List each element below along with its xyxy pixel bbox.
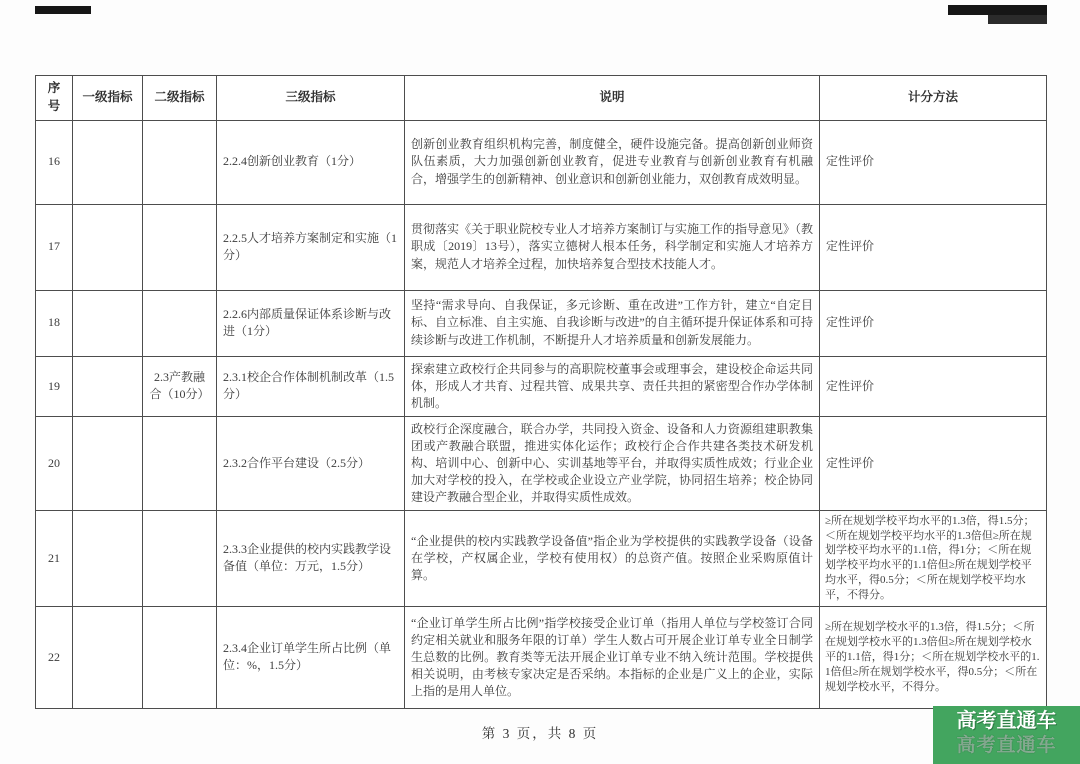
- cell-desc: 贯彻落实《关于职业院校专业人才培养方案制订与实施工作的指导意见》（教职成〔2019〕13号），落实立德树人根本任务，科学制定和实施人才培养方案，规范人才培养全过程，加快培养复合型技术技能人才。: [405, 204, 820, 290]
- cell-method: ≥所在规划学校平均水平的1.3倍，得1.5分；＜所在规划学校平均水平的1.3倍但≥所在规划学校平均水平的1.1倍，得1分；＜所在规划学校平均水平的1.1倍但≥所在规划学校平均水平，得0.5分；＜所在规划学校平均水平，不得分。: [820, 510, 1047, 606]
- cell-seq: 18: [36, 290, 73, 356]
- cell-level1: [73, 510, 143, 606]
- cell-desc: 政校行企深度融合，联合办学，共同投入资金、设备和人力资源组建职教集团或产教融合联盟，推进实体化运作；政校行企合作共建各类技术研发机构、培训中心、创新中心、实训基地等平台，并取得实质性成效；行业企业加大对学校的投入，在学校或企业设立产业学院，协同招生培养；校企协同建设产教融合型企业，并取得实质性成效。: [405, 416, 820, 510]
- cell-level1: [73, 356, 143, 416]
- cell-level3: 2.2.4创新创业教育（1分）: [217, 120, 405, 204]
- cell-level2: [143, 606, 217, 708]
- watermark-text: 高考直通车: [956, 710, 1057, 732]
- cell-method: 定性评价: [820, 204, 1047, 290]
- col-header-desc: 说明: [405, 76, 820, 121]
- col-header-method: 计分方法: [820, 76, 1047, 121]
- col-header-level3: 三级指标: [217, 76, 405, 121]
- cell-seq: 19: [36, 356, 73, 416]
- cell-level3: 2.3.3企业提供的校内实践教学设备值（单位：万元，1.5分）: [217, 510, 405, 606]
- cell-level3: 2.3.2合作平台建设（2.5分）: [217, 416, 405, 510]
- cell-method: 定性评价: [820, 356, 1047, 416]
- cell-level1: [73, 204, 143, 290]
- cell-seq: 16: [36, 120, 73, 204]
- cell-level2: [143, 120, 217, 204]
- cell-level1: [73, 290, 143, 356]
- watermark-text-ghost: 高考直通车: [956, 735, 1057, 756]
- cell-desc: 创新创业教育组织机构完善，制度健全，硬件设施完备。提高创新创业师资队伍素质，大力加强创新创业教育，促进专业教育与创新创业教育有机融合，增强学生的创新精神、创业意识和创新创业能力，双创教育成效明显。: [405, 120, 820, 204]
- cutoff-bar-top-right: [948, 5, 1047, 15]
- cell-desc: “企业订单学生所占比例”指学校接受企业订单（指用人单位与学校签订合同约定相关就业和服务年限的订单）学生人数占可开展企业订单专业全日制学生总数的比例。教育类等无法开展企业订单专业不纳入统计范围。学校提供相关说明，由考核专家决定是否采纳。本指标的企业是广义上的企业，实际上指的是用人单位。: [405, 606, 820, 708]
- table-row: [36, 606, 1047, 708]
- cell-method: 定性评价: [820, 290, 1047, 356]
- watermark-badge: [933, 706, 1080, 764]
- cell-desc: “企业提供的校内实践教学设备值”指企业为学校提供的实践教学设备（设备在学校，产权属企业，学校有使用权）的总资产值。按照企业采购原值计算。: [405, 510, 820, 606]
- cell-level1: [73, 120, 143, 204]
- table-row: [36, 510, 1047, 606]
- table-header-row: [36, 76, 1047, 121]
- cell-seq: 21: [36, 510, 73, 606]
- cell-level1: [73, 416, 143, 510]
- cell-level2: [143, 510, 217, 606]
- cell-level2: [143, 416, 217, 510]
- col-header-level1: 一级指标: [73, 76, 143, 121]
- cell-level2: 2.3产教融合（10分）: [143, 356, 217, 416]
- cell-method: 定性评价: [820, 120, 1047, 204]
- cell-level2: [143, 290, 217, 356]
- cell-level3: 2.3.4企业订单学生所占比例（单位：%，1.5分）: [217, 606, 405, 708]
- cell-level3: 2.2.6内部质量保证体系诊断与改进（1分）: [217, 290, 405, 356]
- table-row: [36, 204, 1047, 290]
- evaluation-criteria-table: [35, 75, 1047, 709]
- cell-seq: 20: [36, 416, 73, 510]
- col-header-seq: 序号: [36, 76, 73, 121]
- cell-level2: [143, 204, 217, 290]
- table-row: [36, 416, 1047, 510]
- table-row: [36, 356, 1047, 416]
- table-row: [36, 290, 1047, 356]
- page-number: 第 3 页，共 8 页: [481, 726, 599, 741]
- col-header-level2: 二级指标: [143, 76, 217, 121]
- cell-seq: 17: [36, 204, 73, 290]
- cell-method: ≥所在规划学校水平的1.3倍，得1.5分；＜所在规划学校水平的1.3倍但≥所在规划学校水平的1.1倍，得1分；＜所在规划学校水平的1.1倍但≥所在规划学校水平，得0.5分；＜所在规划学校水平，不得分。: [820, 606, 1047, 708]
- cell-desc: 探索建立政校行企共同参与的高职院校董事会或理事会，建设校企命运共同体，形成人才共育、过程共管、成果共享、责任共担的紧密型合作办学体制机制。: [405, 356, 820, 416]
- cell-seq: 22: [36, 606, 73, 708]
- cutoff-bar-top-right-2: [988, 15, 1047, 24]
- cell-level3: 2.2.5人才培养方案制定和实施（1分）: [217, 204, 405, 290]
- cutoff-bar-top-left: [35, 6, 91, 14]
- cell-desc: 坚持“需求导向、自我保证，多元诊断、重在改进”工作方针，建立“自定目标、自立标准、自主实施、自我诊断与改进”的自主循环提升保证体系和可持续诊断与改进工作机制，不断提升人才培养质量和创新发展能力。: [405, 290, 820, 356]
- cell-level3: 2.3.1校企合作体制机制改革（1.5分）: [217, 356, 405, 416]
- table-row: [36, 120, 1047, 204]
- cell-level1: [73, 606, 143, 708]
- cell-method: 定性评价: [820, 416, 1047, 510]
